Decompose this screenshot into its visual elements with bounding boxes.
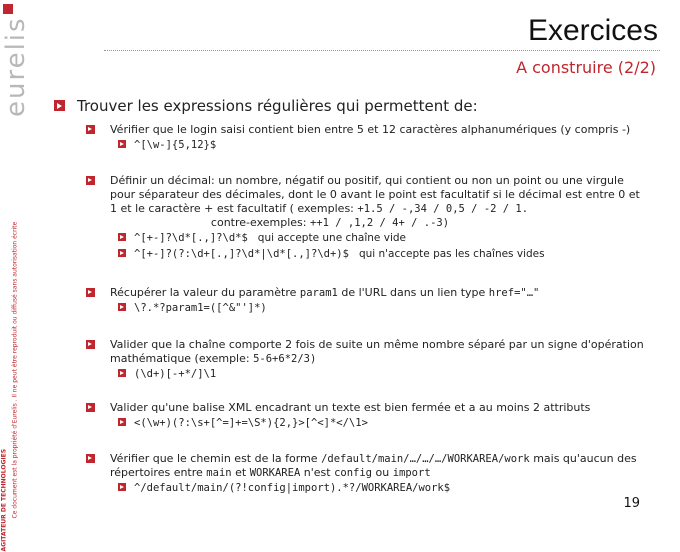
regex-answer: ^[+-]?(?:\d+[.,]?\d*|\d*[.,]?\d+)$	[134, 248, 349, 260]
bullet-arrow-icon	[86, 454, 95, 463]
answer-line	[118, 246, 648, 262]
exercise-description: Récupérer la valeur du paramètre	[110, 286, 297, 299]
counter-examples	[110, 216, 550, 230]
bullet-arrow-icon	[118, 483, 126, 491]
bullet-arrow-icon	[118, 233, 126, 241]
counter-code: ++1 / ,1,2 / 4+ / .-3)	[309, 217, 450, 229]
title-divider	[104, 50, 660, 51]
exercise-text	[110, 338, 648, 366]
exercise-text	[110, 174, 648, 216]
regex-answer: ^/default/main/(?!config|import).*?/WORKAREA/work$	[134, 482, 451, 494]
legal-note: Ce document est la propriété d'Eurelis . Il ne peut être reproduit ou diffusé sans autorisation écrite	[11, 221, 19, 519]
bullet-arrow-icon	[118, 418, 126, 426]
bullet-arrow-icon	[86, 340, 95, 349]
bullet-arrow-icon	[118, 140, 126, 148]
bullet-arrow-icon	[86, 176, 95, 185]
exercise-text: Valider qu'une balise XML encadrant un texte est bien fermée et a au moins 2 attributs	[110, 401, 591, 414]
exercise-item-xml	[88, 401, 648, 431]
dir-main-code: main	[206, 467, 232, 479]
examples-code: +1.5 / -,34 / 0,5 / -2 / 1.	[357, 203, 529, 215]
answer-line	[118, 300, 648, 316]
exercise-description: Définir un décimal: un nombre, négatif ou positif, qui contient ou non un point ou une virgule pour séparateur des décimales, dont le 0 avant le point est facultatif si le décimal est entre 0 et 1 et le caractère + est facultatif ( exemples:	[110, 174, 640, 215]
bullet-arrow-icon	[118, 249, 126, 257]
answer-line	[118, 230, 648, 246]
exercise-item-login	[88, 123, 648, 153]
page-title: Exercices	[527, 14, 658, 47]
answer-line	[118, 137, 648, 153]
answer-line	[118, 480, 648, 496]
exercise-description: Valider que la chaîne comporte 2 fois de suite un même nombre séparé par un signe d'opération mathématique (exemple:	[110, 338, 644, 365]
exercise-text: Vérifier que le login saisi contient bien entre 5 et 12 caractères alphanumériques (y compris -)	[110, 123, 631, 136]
answer-line	[118, 366, 648, 382]
bullet-arrow-icon	[54, 100, 65, 111]
exercise-description: Vérifier que le chemin est de la forme	[110, 452, 318, 465]
page-number: 19	[623, 496, 640, 511]
exercise-item-param	[88, 286, 648, 316]
intro-text: Trouver les expressions régulières qui permettent de:	[77, 97, 478, 115]
regex-answer: (\d+)[-+*/]\1	[134, 368, 217, 380]
intro-line	[54, 97, 674, 115]
page-subtitle: A construire (2/2)	[516, 58, 656, 77]
path-code: /default/main/…/…/…/WORKAREA/work	[321, 453, 530, 465]
eurelis-logo: eurelis	[1, 16, 31, 117]
exercise-description-cont: mais qu'aucun des répertoires entre	[110, 452, 637, 479]
corner-mark-icon	[3, 4, 13, 14]
param-code: param1	[299, 287, 338, 299]
exercise-item-decimal	[88, 174, 648, 262]
regex-answer: ^[+-]?\d*[.,]?\d*$	[134, 232, 248, 244]
answer-note: qui accepte une chaîne vide	[257, 232, 406, 244]
exercise-description-cont: de l'URL dans un lien type	[341, 286, 486, 299]
dir-import-code: import	[392, 467, 431, 479]
exercise-item-repeat	[88, 338, 648, 382]
regex-answer: <(\w+)(?:\s+[^=]+=\S*){2,}>[^<]*</\1>	[134, 417, 368, 429]
regex-answer: ^[\w-]{5,12}$	[134, 139, 217, 151]
exercise-item-path	[88, 452, 648, 496]
answer-note: qui n'accepte pas les chaînes vides	[358, 248, 545, 260]
exercise-text	[110, 286, 648, 300]
word-ou: ou	[375, 466, 390, 479]
counter-label: contre-exemples:	[210, 216, 307, 229]
href-code: href="…"	[488, 287, 540, 299]
dir-workarea-code: WORKAREA	[249, 467, 301, 479]
sidebar	[0, 0, 31, 552]
brand-tagline: AGITATEUR DE TECHNOLOGIES	[0, 448, 8, 552]
bullet-arrow-icon	[86, 403, 95, 412]
bullet-arrow-icon	[118, 369, 126, 377]
slide-content	[54, 97, 674, 494]
bullet-arrow-icon	[118, 303, 126, 311]
bullet-arrow-icon	[86, 288, 95, 297]
example-code: 5-6+6*2/3)	[253, 353, 317, 365]
answer-line	[118, 415, 648, 431]
bullet-arrow-icon	[86, 125, 95, 134]
word-nest: n'est	[303, 466, 331, 479]
regex-answer: \?.*?param1=([^&"']*)	[134, 302, 267, 314]
dir-config-code: config	[334, 467, 373, 479]
exercise-text	[110, 452, 648, 480]
word-et: et	[235, 466, 247, 479]
